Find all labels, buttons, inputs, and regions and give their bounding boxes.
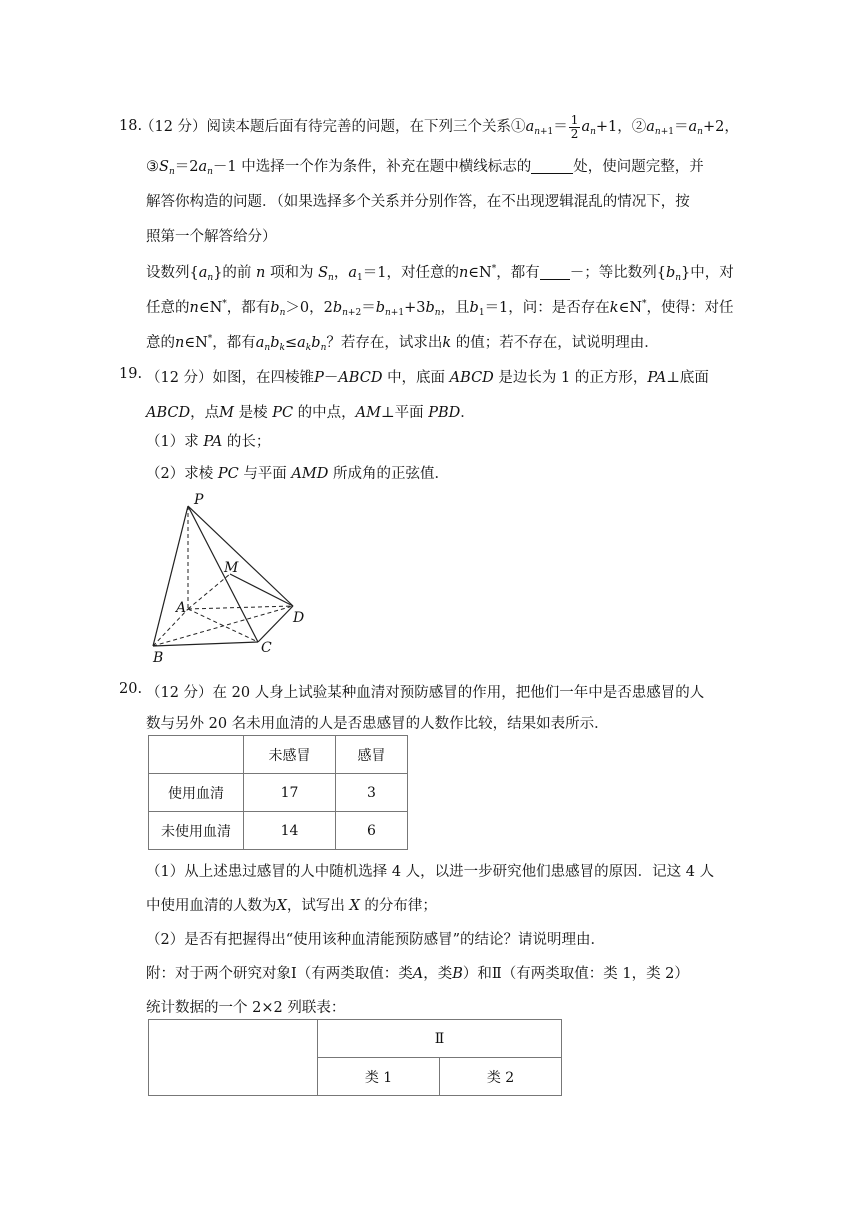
q19-sub-1: （1）求 PA 的长； — [146, 434, 271, 450]
pyramid-figure — [140, 488, 320, 668]
q20-line-1: （12 分）在 20 人身上试验某种血清对预防感冒的作用，把他们一年中是否患感冒的人 — [146, 685, 705, 701]
label-A: A — [176, 600, 187, 616]
q20-sub-1-line-2: 中使用血清的人数为X，试写出 X 的分布律； — [146, 898, 437, 914]
q18-line-3: 解答你构造的问题．（如果选择多个关系并分别作答，在不出现逻辑混乱的情况下，按 — [146, 194, 690, 210]
table-cell: 3 — [336, 774, 408, 812]
q18-line-7: 意的n∈N*，都有$a_nb_k\le a_kb_n$？若存在，试求出k 的值；若不存在，试说明理由． — [146, 334, 659, 353]
edge-BC — [153, 642, 258, 646]
q20-note-line-1: 附：对于两个研究对象Ⅰ（有两类取值：类A，类B）和Ⅱ（有两类取值：类 1，类 2） — [146, 966, 689, 982]
table-cell: 6 — [336, 812, 408, 850]
table-header-row — [149, 1020, 562, 1058]
q20-sub-1-line-1: （1）从上述患过感冒的人中随机选择 4 人，以进一步研究他们患感冒的原因．记这 4 人 — [146, 864, 715, 880]
table-header-cell: 类 2 — [440, 1058, 562, 1096]
q19-number: 19. — [119, 366, 143, 382]
q20-sub-2: （2）是否有把握得出“使用该种血清能预防感冒”的结论？请说明理由． — [146, 932, 606, 948]
table-header-cell — [149, 736, 244, 774]
label-B: B — [153, 650, 164, 666]
table-row — [149, 774, 408, 812]
table-corner-cell — [149, 1020, 318, 1096]
table-row — [149, 812, 408, 850]
edge-PB — [153, 506, 188, 646]
table-header-cell: 感冒 — [336, 736, 408, 774]
q20-note-line-2: 统计数据的一个 2×2 列联表： — [146, 1000, 346, 1016]
q18-line-4: 照第一个解答给分） — [146, 229, 277, 245]
table-cell: 14 — [244, 812, 336, 850]
q19-sub-2: （2）求棱 PC 与平面 AMD 所成角的正弦值． — [146, 466, 449, 482]
answer-blank — [531, 159, 573, 175]
table-cell: 使用血清 — [149, 774, 244, 812]
q18-line-2: $③S_n=2a_n-1$ 中选择一个作为条件，补充在题中横线标志的 处，使问题完整，并 — [146, 159, 704, 177]
table-header-row — [149, 736, 408, 774]
segment-AM — [188, 574, 230, 609]
q20-line-2: 数与另外 20 名未用血清的人是否患感冒的人数作比较，结果如表所示． — [146, 716, 609, 732]
label-D: D — [293, 610, 305, 626]
q18-line-1: （12 分）阅读本题后面有待完善的问题，在下列三个关系$①a_{n+1}=$ $\frac{1}{2}$ $a_n+1$，$②a_{n+1}=a_n+2$， — [140, 112, 739, 141]
label-C: C — [261, 640, 272, 656]
edge-PD — [188, 506, 293, 606]
serum-cold-table — [148, 735, 408, 850]
label-P: P — [194, 492, 204, 508]
q18-line-6: 任意的n∈N*，都有$b_n>0$，$2b_{n+2}=b_{n+1}+3b_n$，且$b_1=1$，问：是否存在k∈N*，使得：对任 — [146, 299, 734, 318]
table-cell: 17 — [244, 774, 336, 812]
condition-blank — [540, 265, 570, 281]
q18-line-5: 设数列$\{a_n\}$的前 n 项和为 $S_n$，$a_1=1$，对任意的n∈N*，都有 －；等比数列$\{b_n\}$中，对 — [146, 264, 734, 283]
edge-PC — [188, 506, 258, 642]
q19-line-2: ABCD，点M 是棱 PC 的中点，AM⊥平面 PBD． — [146, 405, 475, 421]
table-header-cell: 类 1 — [318, 1058, 440, 1096]
segment-MD — [230, 574, 293, 606]
label-M: M — [224, 560, 239, 576]
q18-number: 18. — [119, 118, 143, 134]
table-header-cell: 未感冒 — [244, 736, 336, 774]
table-header-cell: Ⅱ — [318, 1020, 562, 1058]
contingency-table — [148, 1019, 562, 1096]
q20-number: 20. — [119, 681, 143, 697]
fraction-one-half: $\frac{1}{2}$ — [570, 112, 579, 141]
diagonal-AC — [188, 609, 258, 642]
table-cell: 未使用血清 — [149, 812, 244, 850]
q19-line-1: （12 分）如图，在四棱锥P－ABCD 中，底面 ABCD 是边长为 1 的正方形，PA⊥底面 — [146, 370, 709, 386]
